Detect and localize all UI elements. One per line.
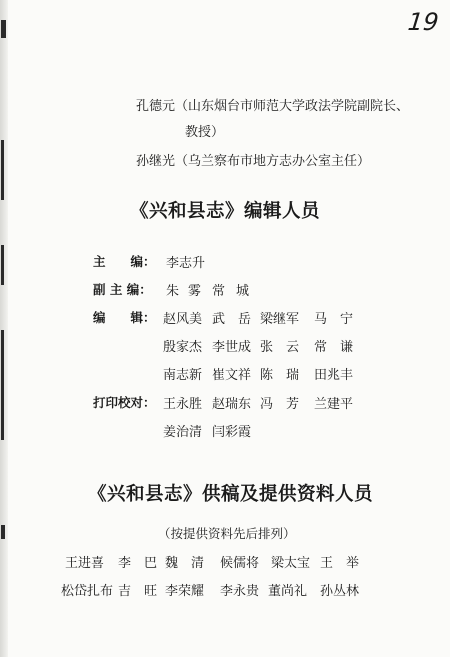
contributor-name: 李荣耀 [165, 584, 205, 599]
editor-name: 陈 瑞 [260, 368, 300, 383]
scan-edge [0, 0, 8, 657]
author-line-2: 教授） [185, 125, 225, 140]
contributor-name: 孙丛林 [320, 584, 360, 599]
page-number: 19 [406, 8, 441, 36]
proofreader-name: 闫彩霞 [212, 425, 252, 440]
proofreader-name: 赵瑞东 [212, 397, 252, 412]
editor-name: 武 岳 [212, 312, 252, 327]
scan-mark [1, 140, 4, 200]
editor-name: 李世成 [212, 340, 252, 355]
contributors-order-note: （按提供资料先后排列） [158, 526, 296, 541]
contributor-name: 王进喜 [65, 556, 105, 571]
editor-name: 赵风美 [163, 312, 203, 327]
editor-name: 殷家杰 [163, 340, 203, 355]
editor-name: 梁继军 [260, 312, 300, 327]
scan-mark [1, 245, 4, 285]
editors-section-title: 《兴和县志》编辑人员 [130, 201, 321, 222]
author-line-3: 孙继光（乌兰察布市地方志办公室主任） [136, 154, 371, 169]
editor-name: 马 宁 [314, 312, 354, 327]
contributor-name: 魏 清 [165, 556, 205, 571]
deputy-editor-char: 城 [236, 284, 250, 299]
contributor-name: 梁太宝 [271, 556, 311, 571]
deputy-editor-label: 副 主 编： [93, 282, 152, 297]
contributor-name: 松岱扎布 [61, 584, 114, 599]
editor-name: 常 谦 [314, 340, 354, 355]
proofreader-name: 冯 芳 [260, 397, 300, 412]
scan-mark [1, 330, 4, 440]
contributor-name: 王 举 [320, 556, 360, 571]
proofreader-name: 兰建平 [314, 397, 354, 412]
author-line-1: 孔德元（山东烟台市师范大学政法学院副院长、 [136, 99, 410, 114]
contributor-name: 李 巴 [118, 556, 158, 571]
proofreader-name: 王永胜 [163, 397, 203, 412]
contributor-name: 吉 旺 [118, 584, 158, 599]
editor-name: 南志新 [163, 368, 203, 383]
editor-name: 田兆丰 [314, 368, 354, 383]
scan-mark [1, 525, 5, 539]
contributor-name: 董尚礼 [268, 584, 308, 599]
contributors-section-title: 《兴和县志》供稿及提供资料人员 [88, 484, 374, 505]
editor-name: 崔文祥 [212, 368, 252, 383]
proofreader-name: 姜治清 [163, 425, 203, 440]
chief-editor-name: 李志升 [166, 256, 206, 271]
editor-name: 张 云 [260, 340, 300, 355]
deputy-editor-char: 雾 [188, 284, 202, 299]
deputy-editor-char: 常 [212, 284, 226, 299]
editors-label: 编 辑： [93, 310, 156, 325]
contributor-name: 候儒将 [220, 556, 260, 571]
deputy-editor-char: 朱 [166, 284, 180, 299]
contributor-name: 李永贵 [220, 584, 260, 599]
proofread-label: 打印校对： [93, 395, 156, 410]
scan-mark [1, 20, 6, 38]
chief-editor-label: 主 编： [93, 254, 156, 269]
